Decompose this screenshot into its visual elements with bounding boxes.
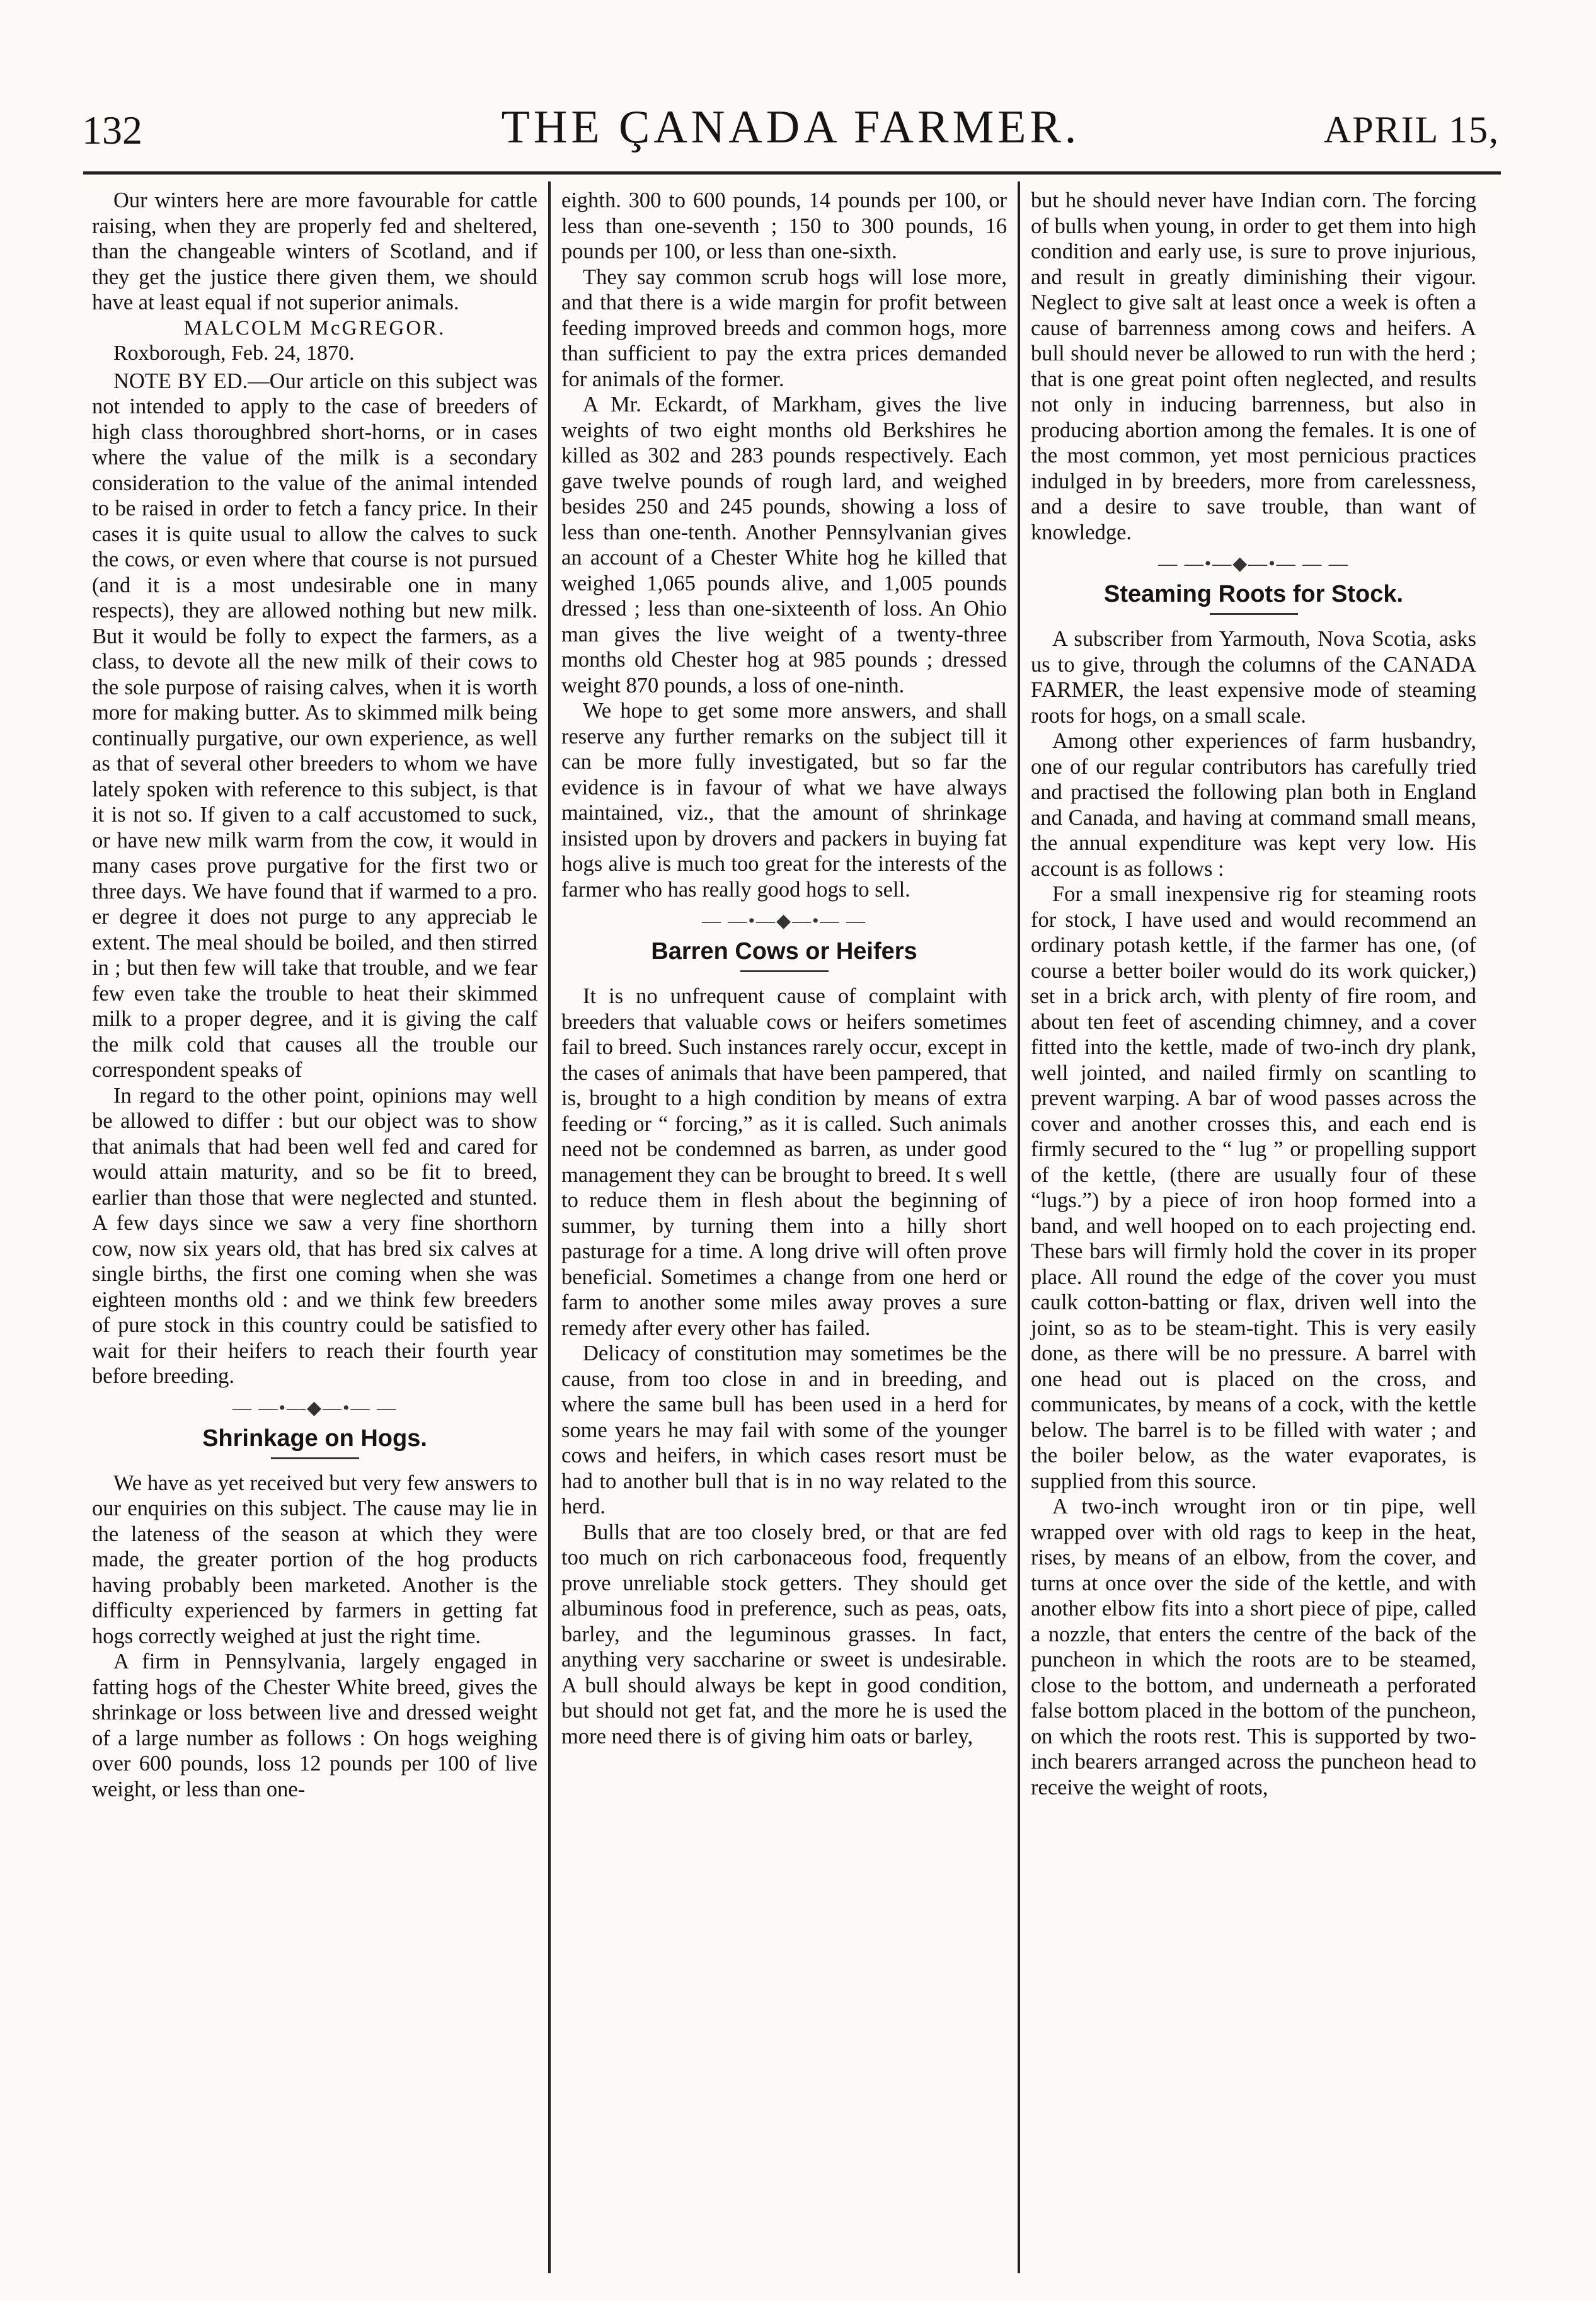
paragraph: We have as yet received but very few answers to our enquiries on this subject. The cause may lie in the lateness of the season at which they were made, the greater portion of the hog products having probably been marketed. Another is the difficulty experienced by farmers in getting fat hogs correctly weighed at just the right time. [92, 1471, 537, 1648]
paragraph: A firm in Pennsylvania, largely engaged in fatting hogs of the Chester White breed, gives the shrinkage or loss between live and dressed weight of a large number as follows : On hogs weighing over 600 pounds, loss 12 pounds per 100 of live weight, or less than one- [92, 1650, 537, 1801]
paragraph: A two-inch wrought iron or tin pipe, well wrapped over with old rags to keep in the heat, rises, by means of an elbow, from the cover, and turns at once over the side of the kettle, and with another elbow fits into a short piece of pipe, called a nozzle, that enters the centre of the back of the puncheon in which the roots are to be steamed, close to the bottom, and underneath a perforated false bottom placed in the bottom of the puncheon, on which the roots rest. This is supported by two-inch bearers arranged across the puncheon head to receive the weight of roots, [1031, 1495, 1476, 1799]
section-heading: Barren Cows or Heifers [651, 938, 917, 965]
paragraph: We hope to get some more answers, and shall reserve any further remarks on the subject till it can be more fully investigated, but so far the evidence is in favour of what we have always maintained, viz., that the amount of shrinkage insisted upon by drovers and packers in buying fat hogs alive is much too great for the interests of the farmer who has really good hogs to sell. [561, 699, 1007, 902]
paragraph: Delicacy of constitution may sometimes be the cause, from too close in and in breeding, and where the same bull has been used in a herd for some years he may fail with some of the younger cows and heifers, in which cases resort must be had to another bull that is in no way related to the herd. [561, 1341, 1007, 1518]
paragraph: In regard to the other point, opinions may well be allowed to differ : but our object was to show that animals that had been well fed and cared for would attain maturity, and so be fit to breed, earlier than those that were neglected and stunted. A few days since we saw a very fine shorthorn cow, now six years old, that has bred six calves at single births, the first one coming when she was eighteen months old : and we think few breeders of pure stock in this country could be satisfied to wait for their heifers to reach their fourth year before breeding. [92, 1083, 537, 1388]
letter-paragraph: Our winters here are more favourable for cattle raising, when they are properly fed and sheltered, than the changeable winters of Scotland, and if they get the justice there given them, we should have at least equal if not superior animals. [92, 188, 537, 314]
header-rule [83, 171, 1501, 175]
paragraph: They say common scrub hogs will lose more, and that there is a wide margin for profit between feeding improved breeds and common hogs, more than sufficient to pay the extra prices demanded for animals of the former. [561, 265, 1007, 391]
column-rule [548, 181, 551, 2273]
section-heading: Steaming Roots for Stock. [1103, 581, 1404, 607]
signature-place: Roxborough, Feb. 24, 1870. [113, 341, 355, 365]
journal-title: THE ÇANADA FARMER. [501, 101, 1081, 153]
section-ornament: — —•—◆—•— — [232, 1397, 398, 1418]
note-label: NOTE BY ED. [113, 369, 248, 393]
paragraph: eighth. 300 to 600 pounds, 14 pounds per 100, or less than one-seventh ; 150 to 300 pounds, 16 pounds per 100, or less than one-sixth. [561, 188, 1007, 263]
article-columns [83, 181, 1501, 2273]
column-1 [83, 181, 546, 2273]
section-heading: Shrinkage on Hogs. [202, 1425, 427, 1452]
paragraph: For a small inexpensive rig for steaming roots for stock, I have used and would recommend an ordinary potash kettle, if the farmer has one, (of course a better boiler would do its work quicker,) set in a brick arch, with plenty of fire room, and about ten feet of ascending chimney, and a cover fitted into the kettle, made of two-inch dry plank, well jointed, and nailed firmly on scantling to prevent warping. A bar of wood passes across the cover and another crosses this, and each end is firmly secured to the “ lug ” or propelling support of the kettle, (there are usually four of these “lugs.”) by a piece of iron hoop formed into a band, and well hooped on to each projecting end. These bars will firmly hold the cover in its proper place. All round the edge of the cover you must caulk cotton-batting or flax, driven well into the joint, so as to be steam-tight. This is very easily done, as there will be no pressure. A barrel with one head out is placed on the cross, and communicates, by means of a cock, with the kettle below. The barrel is to be filled with water ; and the boiler below, as the water evaporates, is supplied from this source. [1031, 882, 1476, 1493]
note-text: —Our article on this subject was not intended to apply to the case of breeders of high class thoroughbred short-horns, or in cases where the value of the milk is a secondary consideration to the value of the animal intended to be raised in order to fetch a fancy price. In their cases it is quite usual to allow the calves to suck the cows, or even where that course is not pursued (and it is a most undesirable one in many respects), they are allowed nothing but new milk. But it would be folly to expect the farmers, as a class, to devote all the new milk of their cows to the sole purpose of raising calves, when it is worth more for making butter. As to skimmed milk being continually purgative, our own experience, as well as that of several other breeders to whom we have lately spoken with reference to this subject, is that it is not so. If given to a calf accustomed to suck, or have new milk warm from the cow, it would in many cases prove purgative for the first two or three days. We have found that if warmed to a pro. er degree it does not purge to any appreciab le extent. The meal should be boiled, and then stirred in ; but then few will take that trouble, and we fear few even take the trouble to heat their skimmed milk to a proper degree, and it is giving the calf the milk cold that causes all the trouble our correspondent speaks of [92, 369, 537, 1082]
paragraph: Bulls that are too closely bred, or that are fed too much on rich carbonaceous food, frequently prove unreliable stock getters. They should get albuminous food in preference, such as peas, oats, barley, and the leguminous grasses. In fact, anything very saccharine or sweet is undesirable. A bull should always be kept in good condition, but should not get fat, and the more he is used the more need there is of giving him oats or barley, [561, 1520, 1007, 1748]
page-header [82, 95, 1500, 170]
column-3 [1022, 181, 1485, 2273]
heading-rule [1210, 613, 1298, 615]
paragraph: A Mr. Eckardt, of Markham, gives the live weights of two eight months old Berkshires he killed as 302 and 283 pounds respectively. Each gave twelve pounds of rough lard, and weighed besides 250 and 245 pounds, showing a loss of less than one-tenth. Another Pennsylvanian gives an account of a Chester White hog he killed that weighed 1,065 pounds alive, and 1,005 pounds dressed ; less than one-sixteenth of loss. An Ohio man gives the live weight of a twenty-three months old Chester hog at 985 pounds ; dressed weight 870 pounds, a loss of one-ninth. [561, 393, 1007, 697]
page-number: 132 [82, 108, 142, 152]
heading-rule [740, 970, 829, 972]
paragraph: but he should never have Indian corn. The forcing of bulls when young, in order to get them into high condition and early use, is sure to prove injurious, and result in greatly diminishing their vigour. Neglect to give salt at least once a week is often a cause of barrenness among cows and heifers. A bull should never be allowed to run with the herd ; that is one great point often neglected, and results not only in inducing barrenness, but also in producing abortion among the females. It is one of the most common, yet most pernicious practices indulged in by breeders, more from carelessness, and a desire to save trouble, than want of knowledge. [1031, 188, 1476, 544]
editor-note [92, 369, 537, 1083]
section-ornament: — —•—◆—•— — [701, 910, 867, 931]
signature-name: MALCOLM McGREGOR. [183, 316, 446, 340]
paragraph: A subscriber from Yarmouth, Nova Scotia, asks us to give, through the columns of the CANADA FARMER, the least expensive mode of steaming roots for hogs, on a small scale. [1031, 627, 1476, 728]
issue-date: APRIL 15, [1323, 109, 1500, 151]
heading-rule [271, 1457, 359, 1459]
column-rule [1018, 181, 1020, 2273]
column-2 [553, 181, 1016, 2273]
paragraph: Among other experiences of farm husbandry, one of our regular contributors has carefully tried and practised the following plan both in England and Canada, and having at command small means, the annual expenditure was kept very low. His account is as follows : [1031, 729, 1476, 881]
section-ornament: — —•—◆—•— — — [1158, 553, 1349, 574]
paragraph: It is no unfrequent cause of complaint with breeders that valuable cows or heifers sometimes fail to breed. Such instances rarely occur, except in the cases of animals that have been pampered, that is, brought to a high condition by means of extra feeding or “ forcing,” as it is called. Such animals need not be condemned as barren, as under good management they can be brought to breed. It s well to reduce them in flesh about the beginning of summer, by turning them into a hilly short pasturage for a time. A long drive will often prove beneficial. Sometimes a change from one herd or farm to another some miles away proves a sure remedy after every other has failed. [561, 984, 1008, 1340]
